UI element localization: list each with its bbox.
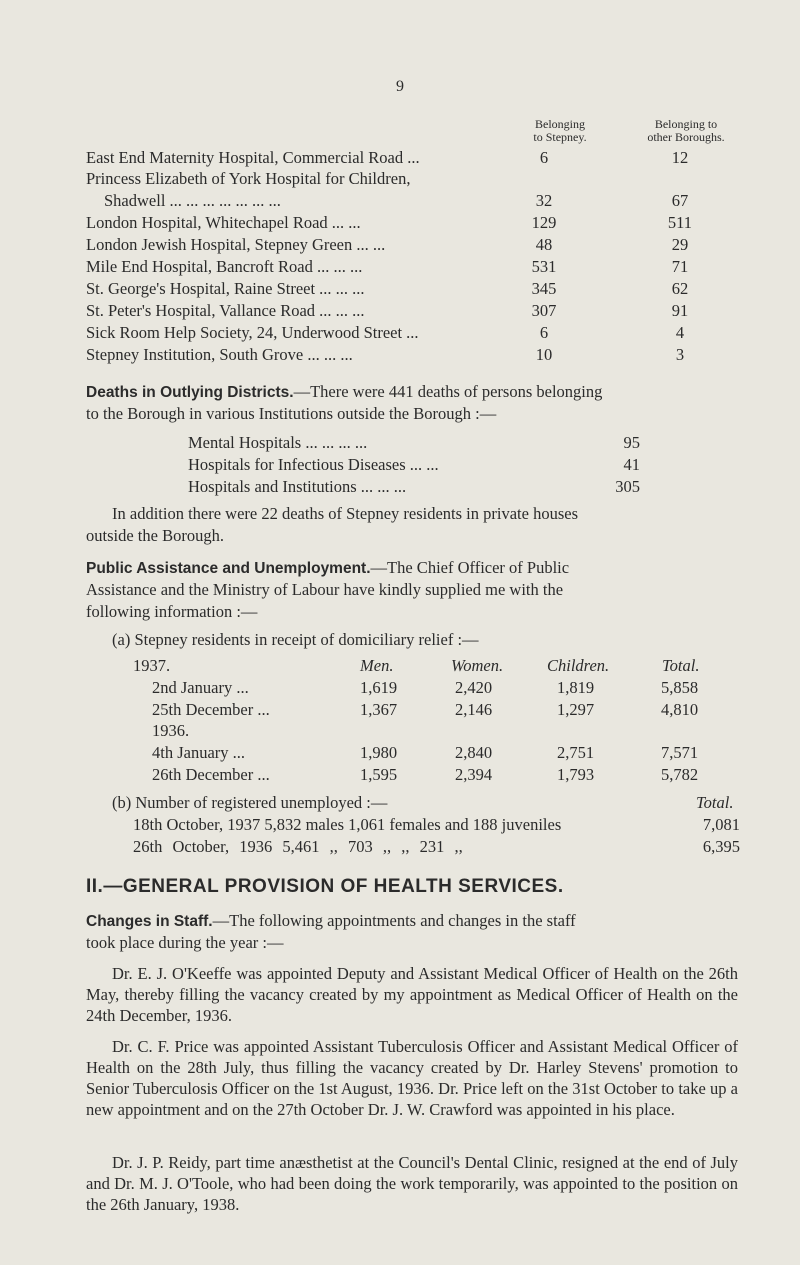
outlying-item-value: 95 (623, 433, 640, 452)
outlying-para-line1: Deaths in Outlying Districts.—There were 441 deaths of persons belonging (86, 382, 603, 401)
paragraph-reidy: Dr. J. P. Reidy, part time anæsthetist at the Council's Dental Clinic, resigned at the end of July and Dr. M. J. O'Toole, who had been doing the work temporarily, was appointed to the position on the 26th January, 1938. (86, 1153, 738, 1214)
relief-header-year: 1937. (133, 656, 171, 675)
relief-row-women: 2,146 (455, 700, 493, 719)
addition-line2: outside the Borough. (86, 526, 224, 545)
relief-row-total: 5,858 (661, 678, 699, 697)
unemployed-row-total: 7,081 (702, 815, 740, 834)
section-title: II.—GENERAL PROVISION OF HEALTH SERVICES. (86, 876, 564, 897)
public-assistance-heading: Public Assistance and Unemployment. (86, 560, 371, 577)
relief-row-children: 1,297 (557, 700, 595, 719)
table-row: East End Maternity Hospital, Commercial Road ... 6 12 (86, 148, 689, 167)
outlying-para-line2: to the Borough in various Institutions outside the Borough :— (86, 404, 497, 423)
relief-row-men: 1,367 (360, 700, 398, 719)
outlying-item-label: Mental Hospitals ... ... ... ... (188, 433, 368, 452)
relief-row-women: 2,840 (455, 743, 493, 762)
relief-row-women: 2,394 (455, 765, 493, 784)
table-row: Stepney Institution, South Grove ... ... ... 10 3 (86, 345, 685, 364)
relief-row-men: 1,980 (360, 743, 398, 762)
relief-row-children: 2,751 (557, 743, 595, 762)
relief-row-total: 4,810 (661, 700, 699, 719)
relief-header-total: Total. (662, 656, 700, 675)
table-row: St. Peter's Hospital, Vallance Road ... ... ... 307 91 (86, 301, 689, 320)
relief-row-label: 26th December ... (152, 765, 270, 784)
relief-row-men: 1,619 (360, 678, 398, 697)
outlying-item-value: 41 (623, 455, 640, 474)
changes-line2: took place during the year :— (86, 933, 284, 952)
unemployed-total-header: Total. (696, 793, 734, 812)
col-header-stepney: Belonging to Stepney. (533, 117, 587, 144)
relief-row-men: 1,595 (360, 765, 398, 784)
col-header-other-boroughs: Belonging to other Boroughs. (647, 117, 725, 144)
relief-row-women: 2,420 (455, 678, 493, 697)
table-row: London Hospital, Whitechapel Road ... ... 129 511 (86, 213, 693, 232)
public-assistance-line1: Public Assistance and Unemployment.—The Chief Officer of Public (86, 558, 570, 577)
outlying-item-value: 305 (615, 477, 640, 496)
table-row: Sick Room Help Society, 24, Underwood Street ... 6 4 (86, 323, 685, 342)
outlying-item-label: Hospitals and Institutions ... ... ... (188, 477, 407, 496)
public-assistance-line3: following information :— (86, 602, 258, 621)
unemployed-section-label: (b) Number of registered unemployed :— (112, 793, 388, 812)
relief-row-label: 2nd January ... (152, 678, 249, 697)
table-row: London Jewish Hospital, Stepney Green ... ... 48 29 (86, 235, 689, 254)
paragraph-okeeffe: Dr. E. J. O'Keeffe was appointed Deputy and Assistant Medical Officer of Health on the 26th May, thereby filling the vacancy created by my appointment as Medical Officer of Health on the 24th December, 1936. (86, 964, 738, 1025)
relief-row-total: 7,571 (661, 743, 699, 762)
page-number: 9 (396, 78, 404, 95)
unemployed-row: 26th October, 1936 5,461 ,, 703 ,, ,, 231 ,, (133, 837, 463, 856)
table-row: St. George's Hospital, Raine Street ... ... ... 345 62 (86, 279, 689, 298)
outlying-heading: Deaths in Outlying Districts. (86, 384, 294, 401)
changes-heading: Changes in Staff. (86, 913, 213, 930)
relief-header-children: Children. (547, 656, 610, 675)
table-row: Mile End Hospital, Bancroft Road ... ... ... 531 71 (86, 257, 689, 276)
unemployed-row-total: 6,395 (702, 837, 740, 856)
table-row: Princess Elizabeth of York Hospital for Children, (86, 169, 411, 188)
outlying-item-label: Hospitals for Infectious Diseases ... ... (188, 455, 439, 474)
relief-year-label: 1936. (152, 721, 190, 740)
table-row: Shadwell ... ... ... ... ... ... ... 32 67 (104, 191, 689, 210)
relief-row-children: 1,793 (557, 765, 595, 784)
unemployed-row: 18th October, 1937 5,832 males 1,061 females and 188 juveniles (133, 815, 562, 834)
relief-row-label: 25th December ... (152, 700, 270, 719)
paragraph-price: Dr. C. F. Price was appointed Assistant Tuberculosis Officer and Assistant Medical Officer of Health on the 28th July, thus filling the vacancy created by Dr. Harley Stevens' promotion to Senior Tuberculosis Officer on the 1st August, 1936. Dr. Price left on the 31st October to take up a new appointment and on the 27th October Dr. J. W. Crawford was appointed in his place. (86, 1037, 738, 1119)
relief-header-men: Men. (360, 656, 394, 675)
changes-line1: Changes in Staff.—The following appointments and changes in the staff (86, 911, 576, 930)
relief-row-children: 1,819 (557, 678, 595, 697)
relief-row-total: 5,782 (661, 765, 699, 784)
addition-line1: In addition there were 22 deaths of Stepney residents in private houses (112, 504, 578, 523)
relief-row-label: 4th January ... (152, 743, 246, 762)
public-assistance-line2: Assistance and the Ministry of Labour have kindly supplied me with the (86, 580, 564, 599)
relief-section-label: (a) Stepney residents in receipt of domiciliary relief :— (112, 630, 479, 649)
relief-header-women: Women. (451, 656, 504, 675)
